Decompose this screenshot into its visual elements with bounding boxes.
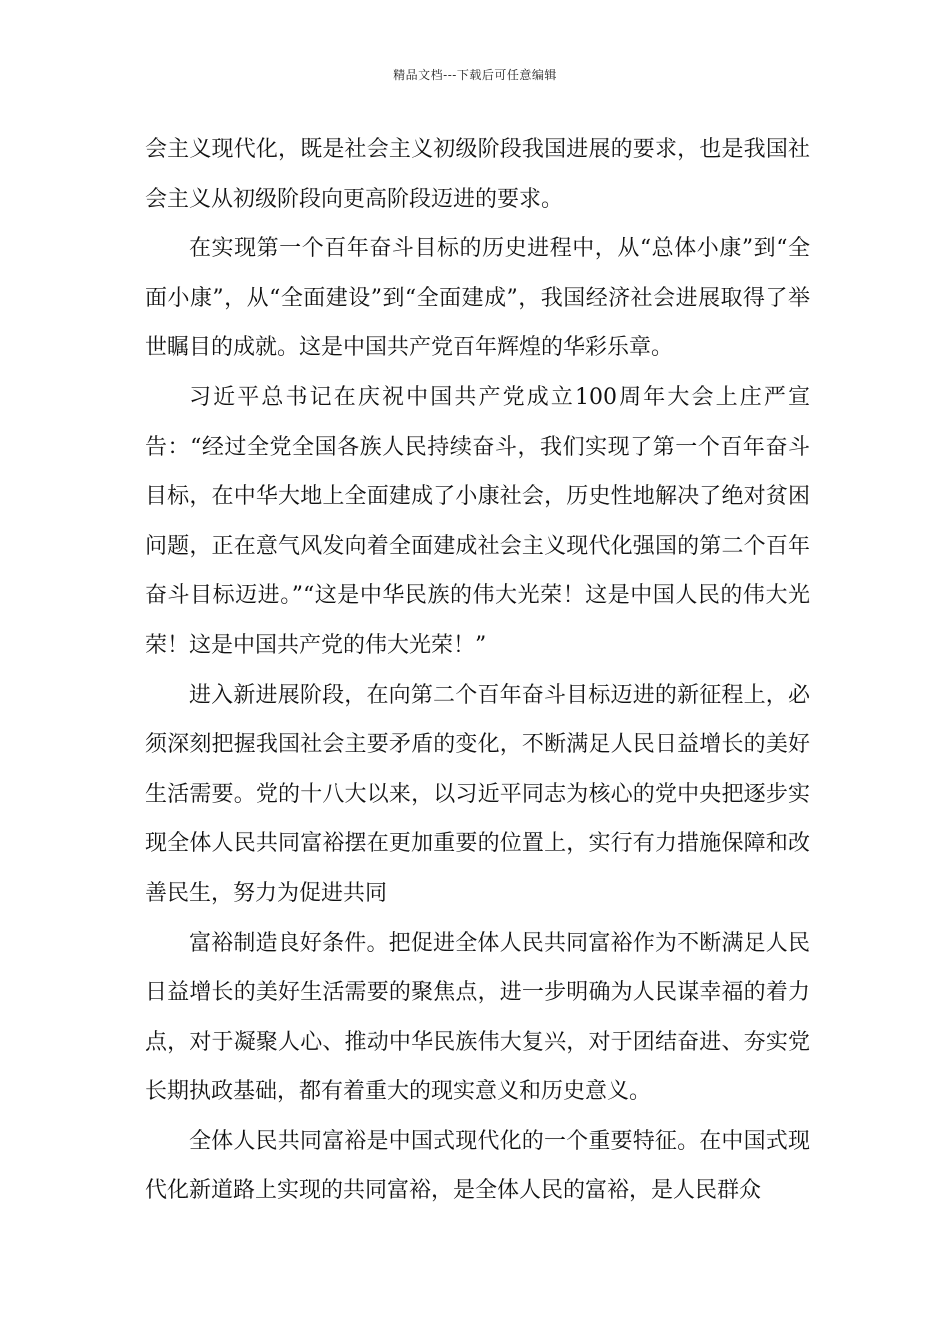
- paragraph: 会主义现代化，既是社会主义初级阶段我国进展的要求，也是我国社会主义从初级阶段向更高阶段迈进的要求。: [145, 137, 810, 212]
- paragraph: 全体人民共同富裕是中国式现代化的一个重要特征。在中国式现代化新道路上实现的共同富裕，是全体人民的富裕，是人民群众: [145, 1128, 810, 1204]
- document-body: [145, 125, 810, 1216]
- paragraph: 在实现第一个百年奋斗目标的历史进程中，从“总体小康”到“全面小康”，从“全面建设”到“全面建成”，我国经济社会进展取得了举世瞩目的成就。这是中国共产党百年辉煌的华彩乐章。: [145, 236, 810, 361]
- paragraph: 进入新进展阶段，在向第二个百年奋斗目标迈进的新征程上，必须深刻把握我国社会主要矛盾的变化，不断满足人民日益增长的美好生活需要。党的十八大以来，以习近平同志为核心的党中央把逐步实现全体人民共同富裕摆在更加重要的位置上，实行有力措施保障和改善民生，努力为促进共同: [145, 682, 810, 906]
- paragraph: 习近平总书记在庆祝中国共产党成立100周年大会上庄严宣告：“经过全党全国各族人民持续奋斗，我们实现了第一个百年奋斗目标，在中华大地上全面建成了小康社会，历史性地解决了绝对贫困问题，正在意气风发向着全面建成社会主义现代化强国的第二个百年奋斗目标迈进。”“这是中华民族的伟大光荣！这是中国人民的伟大光荣！这是中国共产党的伟大光荣！”: [145, 384, 810, 658]
- paragraph: 富裕制造良好条件。把促进全体人民共同富裕作为不断满足人民日益增长的美好生活需要的聚焦点，进一步明确为人民谋幸福的着力点，对于凝聚人心、推动中华民族伟大复兴，对于团结奋进、夯实党长期执政基础，都有着重大的现实意义和历史意义。: [145, 930, 810, 1105]
- page-header: 精品文档---下载后可任意编辑: [393, 68, 557, 82]
